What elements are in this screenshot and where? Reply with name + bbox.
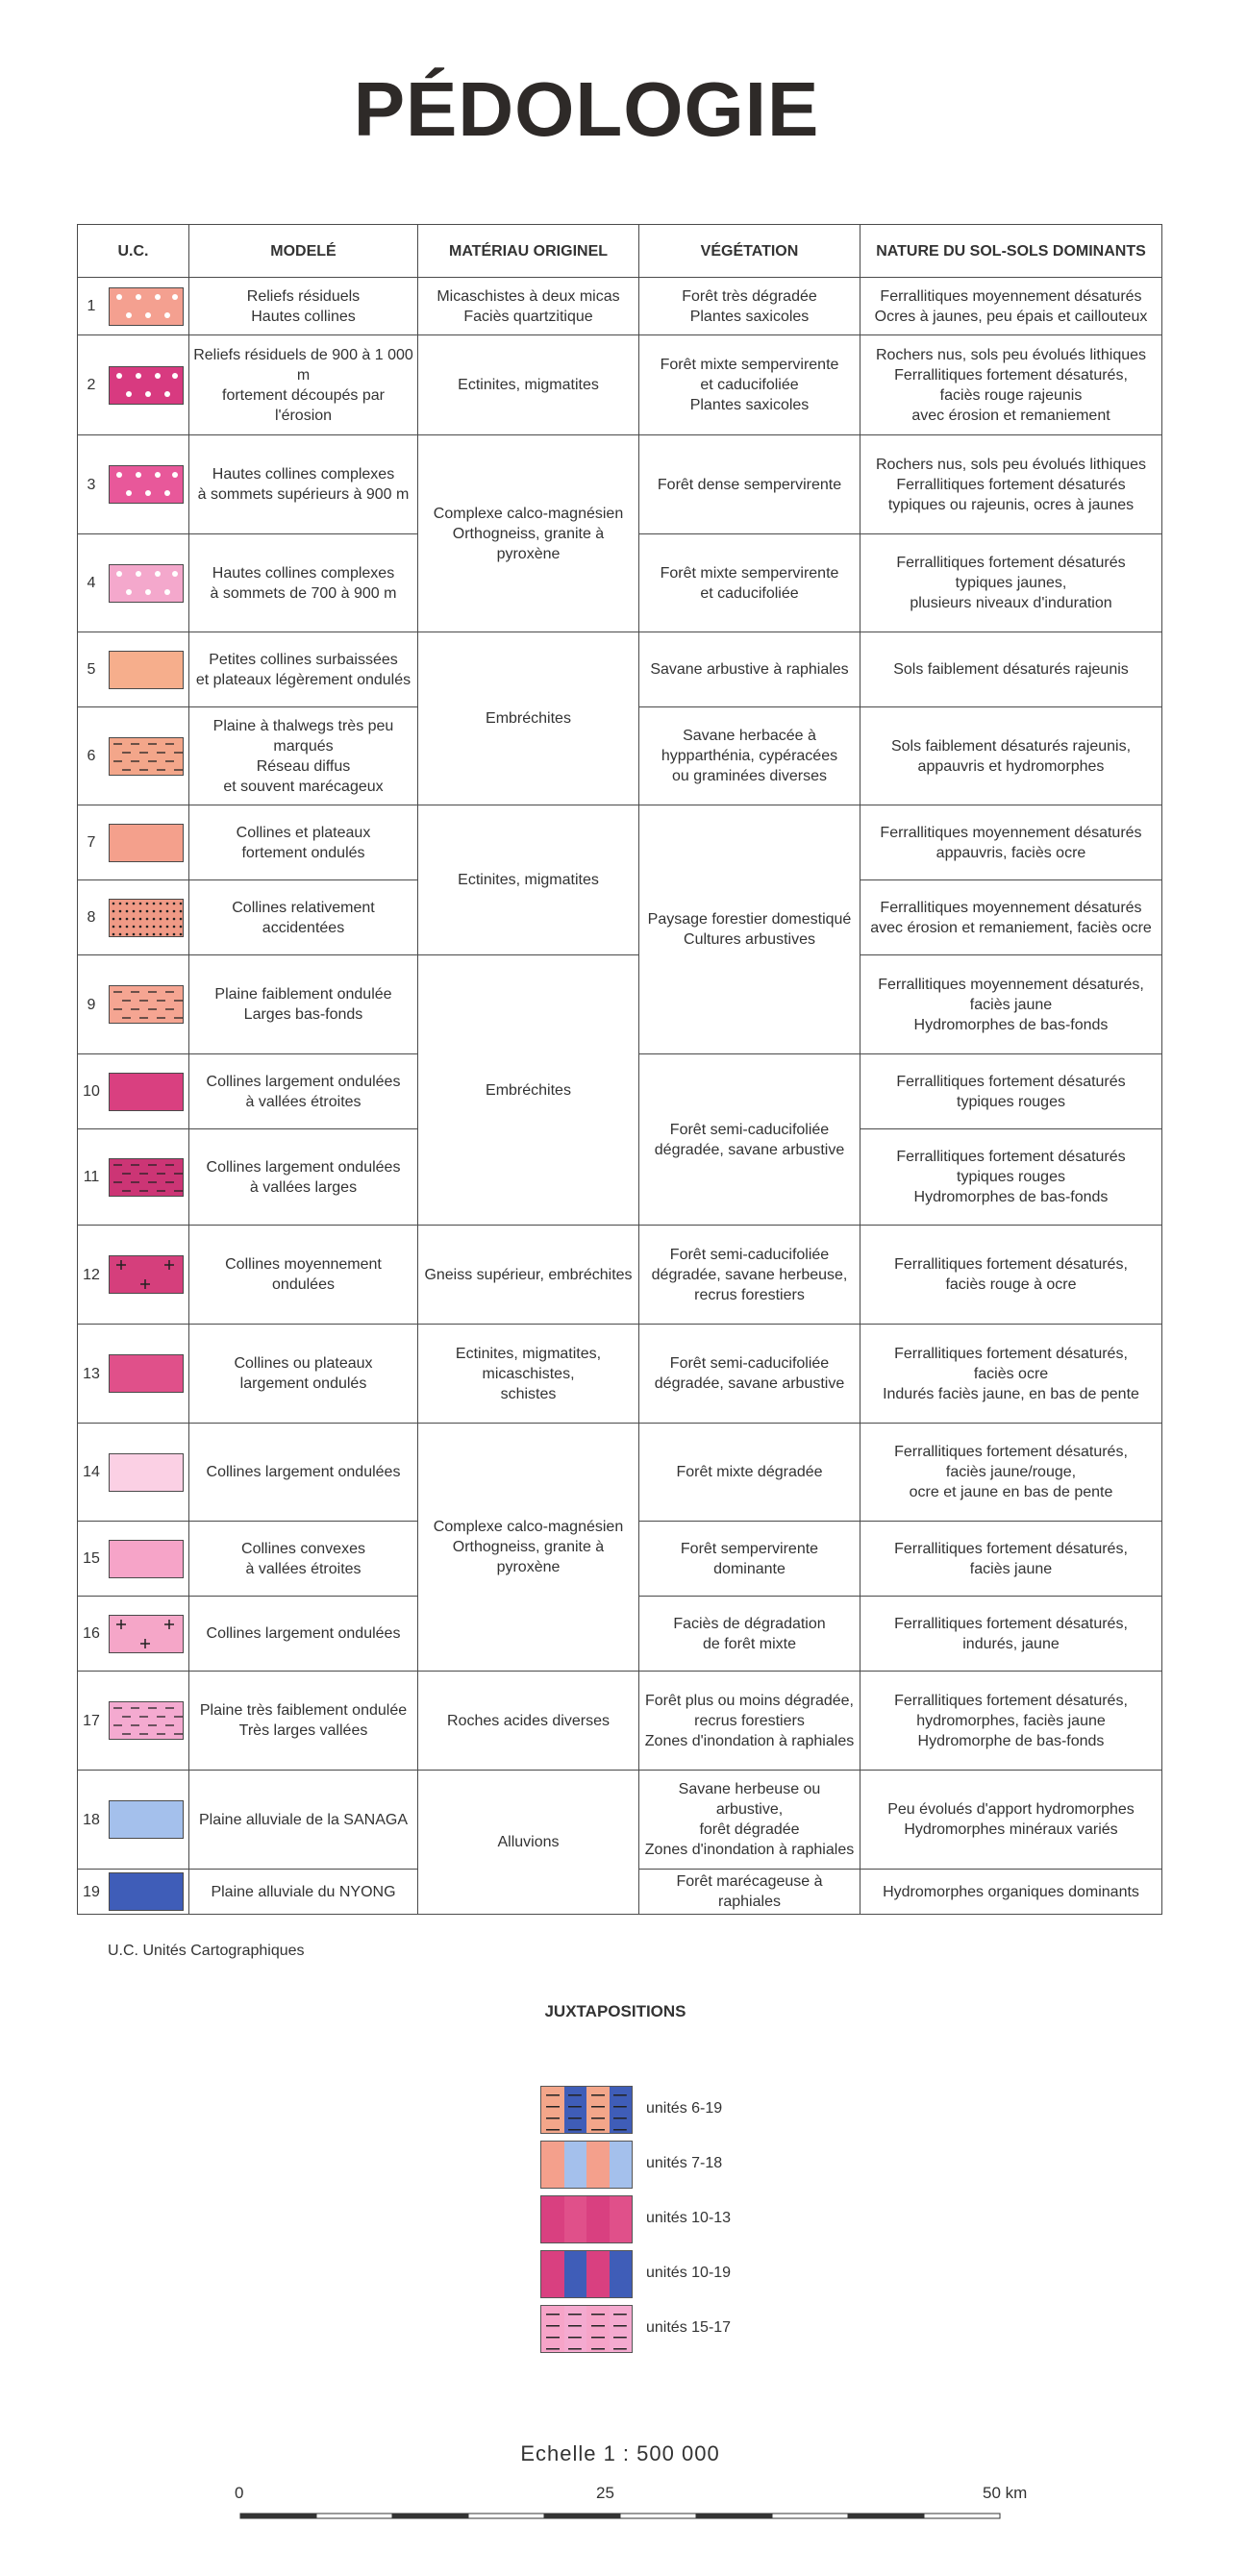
uc-swatch — [109, 1255, 184, 1294]
juxtaposition-stripe — [541, 2251, 564, 2297]
uc-swatch — [109, 1701, 184, 1740]
juxtaposition-swatch — [540, 2195, 633, 2243]
header-modele: MODELÉ — [189, 225, 418, 278]
scale-label: Echelle 1 : 500 000 — [520, 2441, 720, 2465]
scale-segment — [316, 2514, 392, 2518]
materiau-cell: Embréchites — [418, 955, 639, 1226]
uc-number: 3 — [87, 476, 96, 493]
scale-segment — [848, 2514, 924, 2518]
modele-cell: Plaine alluviale du NYONG — [189, 1870, 418, 1915]
sol-cell: Ferrallitiques fortement désaturés, hydromorphes, faciès jaune Hydromorphe de bas-fonds — [860, 1672, 1162, 1771]
uc-cell — [78, 278, 189, 335]
uc-number: 4 — [87, 575, 96, 591]
uc-swatch — [109, 737, 184, 776]
sol-cell: Ferrallitiques fortement désaturés, indurés, jaune — [860, 1597, 1162, 1672]
scale-tick-0: 0 — [235, 2484, 244, 2502]
uc-swatch — [109, 1615, 184, 1653]
sol-cell: Ferrallitiques fortement désaturés typiques jaunes, plusieurs niveaux d'induration — [860, 534, 1162, 632]
juxtaposition-label: unités 10-13 — [646, 2210, 732, 2226]
materiau-cell: Alluvions — [418, 1771, 639, 1915]
uc-swatch — [109, 465, 184, 504]
sol-cell: Rochers nus, sols peu évolués lithiques Ferrallitiques fortement désaturés typiques ou rajeunis, ocres à jaunes — [860, 435, 1162, 534]
materiau-cell: Embréchites — [418, 632, 639, 805]
uc-cell — [78, 1129, 189, 1226]
scale-segment — [924, 2514, 1000, 2518]
table-row — [78, 1672, 1162, 1771]
uc-cell — [78, 1424, 189, 1522]
uc-number: 18 — [83, 1811, 100, 1828]
modele-cell: Plaine à thalwegs très peu marqués Réseau diffus et souvent marécageux — [189, 707, 418, 805]
vegetation-cell: Forêt sempervirente dominante — [639, 1522, 860, 1597]
vegetation-cell: Forêt semi-caducifoliée dégradée, savane herbeuse, recrus forestiers — [639, 1226, 860, 1325]
scale-tick-25: 25 — [596, 2484, 614, 2502]
uc-cell — [78, 707, 189, 805]
scale-segment — [544, 2514, 620, 2518]
vegetation-cell: Forêt mixte sempervirente et caducifoliée Plantes saxicoles — [639, 335, 860, 435]
sol-cell: Rochers nus, sols peu évolués lithiques Ferrallitiques fortement désaturés, faciès rouge rajeunis avec érosion et remaniement — [860, 335, 1162, 435]
modele-cell: Plaine alluviale de la SANAGA — [189, 1771, 418, 1870]
scale-segment — [392, 2514, 468, 2518]
uc-swatch — [109, 1354, 184, 1393]
sol-cell: Ferrallitiques fortement désaturés, faciès ocre Indurés faciès jaune, en bas de pente — [860, 1325, 1162, 1424]
juxtaposition-stripe — [586, 2196, 610, 2242]
uc-cell — [78, 1672, 189, 1771]
scale-segment — [468, 2514, 544, 2518]
uc-cell — [78, 1597, 189, 1672]
uc-cell — [78, 955, 189, 1054]
modele-cell: Collines largement ondulées à vallées étroites — [189, 1054, 418, 1129]
materiau-cell: Ectinites, migmatites, micaschistes, schistes — [418, 1325, 639, 1424]
vegetation-cell: Forêt dense sempervirente — [639, 435, 860, 534]
vegetation-cell: Savane arbustive à raphiales — [639, 632, 860, 707]
modele-cell: Collines largement ondulées à vallées larges — [189, 1129, 418, 1226]
sol-cell: Peu évolués d'apport hydromorphes Hydromorphes minéraux variés — [860, 1771, 1162, 1870]
uc-swatch — [109, 824, 184, 862]
vegetation-cell: Savane herbeuse ou arbustive, forêt dégradée Zones d'inondation à raphiales — [639, 1771, 860, 1870]
header-materiau: MATÉRIAU ORIGINEL — [418, 225, 639, 278]
uc-number: 14 — [83, 1464, 100, 1480]
uc-number: 13 — [83, 1365, 100, 1382]
juxtaposition-stripe — [610, 2306, 633, 2352]
uc-number: 12 — [83, 1266, 100, 1283]
uc-swatch — [109, 287, 184, 326]
juxtaposition-stripe — [610, 2251, 633, 2297]
uc-number: 8 — [87, 909, 96, 926]
sol-cell: Ferrallitiques fortement désaturés typiques rouges Hydromorphes de bas-fonds — [860, 1129, 1162, 1226]
uc-swatch — [109, 1800, 184, 1839]
materiau-cell: Micaschistes à deux micas Faciès quartzitique — [418, 278, 639, 335]
scale-segment — [240, 2514, 316, 2518]
uc-swatch — [109, 1872, 184, 1911]
juxtaposition-label: unités 6-19 — [646, 2100, 723, 2117]
vegetation-cell: Savane herbacée à hypparthénia, cypéracées ou graminées diverses — [639, 707, 860, 805]
uc-number: 15 — [83, 1550, 100, 1567]
page-title: PÉDOLOGIE — [353, 66, 820, 152]
uc-number: 19 — [83, 1883, 100, 1900]
modele-cell: Hautes collines complexes à sommets de 700 à 900 m — [189, 534, 418, 632]
materiau-cell: Roches acides diverses — [418, 1672, 639, 1771]
table-row — [78, 1226, 1162, 1325]
modele-cell: Collines largement ondulées — [189, 1597, 418, 1672]
table-row — [78, 955, 1162, 1054]
uc-swatch — [109, 1540, 184, 1578]
table-row — [78, 1424, 1162, 1522]
sol-cell: Ferrallitiques fortement désaturés typiques rouges — [860, 1054, 1162, 1129]
uc-number: 17 — [83, 1712, 100, 1729]
materiau-cell: Complexe calco-magnésien Orthogneiss, granite à pyroxène — [418, 1424, 639, 1672]
juxtaposition-stripe — [586, 2142, 610, 2188]
uc-number: 5 — [87, 661, 96, 678]
uc-cell — [78, 1325, 189, 1424]
uc-cell — [78, 805, 189, 880]
vegetation-cell: Forêt mixte dégradée — [639, 1424, 860, 1522]
vegetation-cell: Forêt très dégradée Plantes saxicoles — [639, 278, 860, 335]
uc-swatch — [109, 1158, 184, 1197]
materiau-cell: Ectinites, migmatites — [418, 805, 639, 955]
juxtaposition-stripe — [586, 2087, 610, 2133]
legend-table — [77, 224, 1162, 1915]
juxtaposition-stripe — [541, 2142, 564, 2188]
materiau-cell: Ectinites, migmatites — [418, 335, 639, 435]
juxtaposition-stripe — [564, 2306, 587, 2352]
juxtaposition-stripe — [610, 2087, 633, 2133]
legend-body — [78, 278, 1162, 1915]
juxtaposition-swatch — [540, 2305, 633, 2353]
uc-number: 10 — [83, 1083, 100, 1100]
table-row — [78, 805, 1162, 880]
vegetation-cell: Forêt mixte sempervirente et caducifoliée — [639, 534, 860, 632]
juxtaposition-stripe — [564, 2087, 587, 2133]
table-row — [78, 335, 1162, 435]
sol-cell: Ferrallitiques moyennement désaturés Ocres à jaunes, peu épais et caillouteux — [860, 278, 1162, 335]
sol-cell: Ferrallitiques moyennement désaturés appauvris, faciès ocre — [860, 805, 1162, 880]
uc-swatch — [109, 366, 184, 405]
juxtaposition-stripe — [541, 2087, 564, 2133]
uc-cell — [78, 632, 189, 707]
uc-swatch — [109, 1453, 184, 1492]
sol-cell: Ferrallitiques moyennement désaturés avec érosion et remaniement, faciès ocre — [860, 880, 1162, 955]
juxtaposition-stripe — [564, 2251, 587, 2297]
modele-cell: Hautes collines complexes à sommets supérieurs à 900 m — [189, 435, 418, 534]
juxtaposition-swatch — [540, 2086, 633, 2134]
table-row — [78, 435, 1162, 534]
uc-cell — [78, 1771, 189, 1870]
juxtaposition-stripe — [610, 2142, 633, 2188]
vegetation-cell: Forêt semi-caducifoliée dégradée, savane arbustive — [639, 1325, 860, 1424]
uc-number: 6 — [87, 748, 96, 764]
modele-cell: Collines ou plateaux largement ondulés — [189, 1325, 418, 1424]
uc-swatch — [109, 1073, 184, 1111]
sol-cell: Sols faiblement désaturés rajeunis, appauvris et hydromorphes — [860, 707, 1162, 805]
juxtaposition-stripe — [564, 2196, 587, 2242]
uc-cell — [78, 534, 189, 632]
modele-cell: Collines et plateaux fortement ondulés — [189, 805, 418, 880]
scale-segment — [620, 2514, 696, 2518]
sol-cell: Sols faiblement désaturés rajeunis — [860, 632, 1162, 707]
uc-cell — [78, 1522, 189, 1597]
modele-cell: Collines moyennement ondulées — [189, 1226, 418, 1325]
juxtaposition-stripe — [610, 2196, 633, 2242]
uc-swatch — [109, 651, 184, 689]
sol-cell: Ferrallitiques fortement désaturés, faciès jaune/rouge, ocre et jaune en bas de pente — [860, 1424, 1162, 1522]
uc-cell — [78, 335, 189, 435]
scale-segment — [696, 2514, 772, 2518]
juxtaposition-stripe — [564, 2142, 587, 2188]
juxtaposition-swatch — [540, 2250, 633, 2298]
materiau-cell: Complexe calco-magnésien Orthogneiss, granite à pyroxène — [418, 435, 639, 632]
vegetation-cell: Paysage forestier domestiqué Cultures arbustives — [639, 805, 860, 1054]
footnote: U.C. Unités Cartographiques — [108, 1943, 305, 1959]
scale-tick-50: 50 km — [983, 2484, 1028, 2502]
scale-segment — [772, 2514, 848, 2518]
header-sol: NATURE DU SOL-SOLS DOMINANTS — [860, 225, 1162, 278]
uc-cell — [78, 880, 189, 955]
juxtaposition-stripe — [586, 2251, 610, 2297]
uc-cell — [78, 1054, 189, 1129]
uc-cell — [78, 435, 189, 534]
vegetation-cell: Forêt marécageuse à raphiales — [639, 1870, 860, 1915]
modele-cell: Plaine très faiblement ondulée Très larges vallées — [189, 1672, 418, 1771]
modele-cell: Reliefs résiduels Hautes collines — [189, 278, 418, 335]
uc-swatch — [109, 564, 184, 603]
juxtaposition-label: unités 15-17 — [646, 2319, 732, 2336]
uc-number: 2 — [87, 377, 96, 393]
scale-bar — [231, 2484, 1028, 2533]
sol-cell: Ferrallitiques moyennement désaturés, faciès jaune Hydromorphes de bas-fonds — [860, 955, 1162, 1054]
uc-cell — [78, 1226, 189, 1325]
uc-number: 1 — [87, 298, 96, 314]
juxtaposition-swatch — [540, 2141, 633, 2189]
uc-swatch — [109, 985, 184, 1024]
juxtaposition-label: unités 7-18 — [646, 2155, 723, 2171]
uc-number: 11 — [83, 1169, 100, 1185]
table-row — [78, 1325, 1162, 1424]
header-uc: U.C. — [78, 225, 189, 278]
table-row — [78, 278, 1162, 335]
materiau-cell: Gneiss supérieur, embréchites — [418, 1226, 639, 1325]
juxtaposition-stripe — [541, 2196, 564, 2242]
juxtapositions-title: JUXTAPOSITIONS — [544, 2002, 686, 2020]
juxtaposition-stripe — [586, 2306, 610, 2352]
vegetation-cell: Forêt semi-caducifoliée dégradée, savane arbustive — [639, 1054, 860, 1226]
juxtaposition-label: unités 10-19 — [646, 2265, 732, 2281]
header-vegetation: VÉGÉTATION — [639, 225, 860, 278]
modele-cell: Collines relativement accidentées — [189, 880, 418, 955]
table-row — [78, 1771, 1162, 1870]
uc-number: 7 — [87, 834, 96, 851]
uc-cell — [78, 1870, 189, 1915]
uc-number: 16 — [83, 1625, 100, 1642]
sol-cell: Ferrallitiques fortement désaturés, faciès jaune — [860, 1522, 1162, 1597]
modele-cell: Reliefs résiduels de 900 à 1 000 m fortement découpés par l'érosion — [189, 335, 418, 435]
table-row — [78, 632, 1162, 707]
sol-cell: Ferrallitiques fortement désaturés, faciès rouge à ocre — [860, 1226, 1162, 1325]
uc-swatch — [109, 899, 184, 937]
vegetation-cell: Faciès de dégradation de forêt mixte — [639, 1597, 860, 1672]
modele-cell: Collines largement ondulées — [189, 1424, 418, 1522]
modele-cell: Petites collines surbaissées et plateaux légèrement ondulés — [189, 632, 418, 707]
juxtaposition-stripe — [541, 2306, 564, 2352]
sol-cell: Hydromorphes organiques dominants — [860, 1870, 1162, 1915]
uc-number: 9 — [87, 996, 96, 1013]
scale-segments — [240, 2514, 1000, 2518]
vegetation-cell: Forêt plus ou moins dégradée, recrus forestiers Zones d'inondation à raphiales — [639, 1672, 860, 1771]
modele-cell: Plaine faiblement ondulée Larges bas-fonds — [189, 955, 418, 1054]
modele-cell: Collines convexes à vallées étroites — [189, 1522, 418, 1597]
